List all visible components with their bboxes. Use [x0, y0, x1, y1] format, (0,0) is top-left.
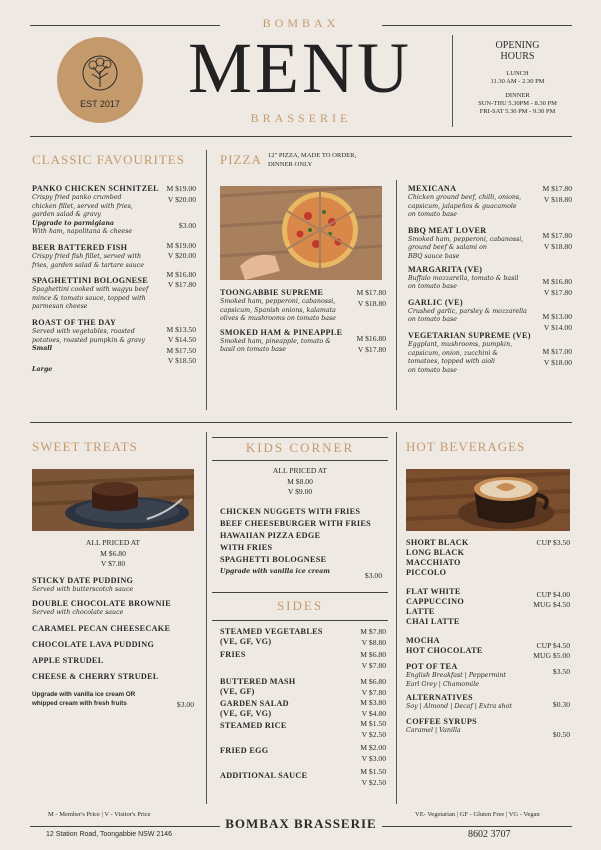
brownie-desc: Served with chocolate sauce — [32, 608, 124, 616]
toongabbie-desc: capsicum, Spanish onions, kalamata — [220, 306, 336, 314]
price: $3.50 — [552, 666, 570, 676]
syrups-name: COFFEE SYRUPS — [406, 716, 477, 726]
schnitzel-upgrade-desc: With ham, napolitana & cheese — [32, 228, 133, 236]
steamed-veg-tags: (VE, GF, VG) — [220, 637, 272, 646]
dessert-image — [32, 469, 194, 531]
salad-tags: (VE, GF, VG) — [220, 709, 272, 718]
nuggets-name: CHICKEN NUGGETS WITH FRIES — [220, 507, 361, 516]
mexicana-desc: capsicum, jalapeños & guacamole — [408, 202, 517, 210]
pizza-subtitle-2: DINNER ONLY — [268, 161, 313, 168]
mash-tags: (VE, GF) — [220, 687, 255, 696]
price: M $13.50 — [166, 324, 196, 334]
veg-supreme-desc: capsicum, onion, zucchini & — [408, 349, 498, 357]
roast-name: ROAST OF THE DAY — [32, 317, 117, 327]
roast-desc: Served with vegetables, roasted — [32, 327, 135, 335]
tea-name: POT OF TEA — [406, 662, 458, 671]
price: V $3.00 — [361, 753, 386, 763]
margarita-desc: on tomato base — [408, 283, 457, 291]
roast-desc: potatoes, roasted pumpkin & gravy — [32, 336, 145, 344]
kids-rule-top — [212, 437, 388, 438]
long-black-name: LONG BLACK — [406, 548, 465, 557]
pizza-icon — [220, 186, 382, 280]
lava-pudding-name: CHOCOLATE LAVA PUDDING — [32, 640, 155, 650]
fish-desc: Crispy fried fish fillet, served with — [32, 252, 142, 260]
hot-chocolate-name: HOT CHOCOLATE — [406, 646, 483, 655]
flat-white-name: FLAT WHITE — [406, 587, 461, 596]
price: CUP $4.50 — [536, 640, 570, 650]
mocha-name: MOCHA — [406, 636, 440, 645]
header-rule-right — [382, 25, 572, 26]
sticky-date-name: STICKY DATE PUDDING — [32, 576, 134, 585]
syrups-desc: Caramel | Vanilla — [406, 726, 461, 734]
kids-priced — [212, 466, 388, 498]
rice-name: STEAMED RICE — [220, 721, 287, 730]
price: V $18.80 — [543, 194, 572, 204]
price: $3.00 — [176, 700, 194, 709]
alternatives-name: ALTERNATIVES — [406, 693, 473, 703]
sweet-all-priced: ALL PRICED AT — [85, 538, 141, 547]
spaghetti-desc: Spaghettini cooked with wagyu beef — [32, 286, 149, 294]
dinner-label: DINNER — [505, 92, 530, 99]
price: M $17.80 — [542, 231, 572, 240]
price: V $2.50 — [361, 729, 386, 739]
price: V $9.00 — [287, 487, 313, 496]
column-divider — [206, 150, 207, 410]
header-bottom-rule — [30, 136, 572, 137]
sweet-upgrade: Upgrade with vanilla ice cream OR — [32, 691, 136, 699]
mexicana-name: MEXICANA — [408, 184, 457, 193]
spaghetti-name: SPAGHETTINI BOLOGNESE — [32, 276, 149, 286]
schnitzel-upgrade: Upgrade to parmigiana — [32, 219, 114, 227]
latte-name: LATTE — [406, 607, 435, 616]
price: $3.00 — [178, 221, 196, 230]
price: $0.50 — [552, 729, 570, 739]
footer-brand: BOMBAX BRASSERIE — [225, 816, 377, 831]
legend-right: VE- Vegetarian | GF - Gluten Free | VG - Vegan — [415, 811, 540, 818]
sweet-priced — [32, 538, 194, 570]
sweet-upgrade: whipped cream with fresh fruits — [32, 699, 127, 707]
price: M $16.80 — [542, 277, 572, 286]
cheeseburger-name: BEEF CHEESEBURGER WITH FRIES — [220, 519, 372, 528]
toongabbie-desc: Smoked ham, pepperoni, cabanossi, — [220, 298, 336, 305]
steamed-veg-name: STEAMED VEGETABLES — [220, 627, 323, 636]
macchiato-name: MACCHIATO — [406, 558, 461, 567]
price: M $6.80 — [360, 650, 386, 659]
tea-desc: Earl Grey | Chamomile — [406, 680, 479, 688]
legend-left: M - Member's Price | V - Visitor's Price — [48, 811, 151, 818]
page-title: MENU — [188, 28, 412, 108]
bbq-desc: Smoked ham, pepperoni, cabanossi, — [408, 235, 524, 243]
hours-block — [470, 40, 565, 116]
header-rule-left — [30, 25, 220, 26]
sweet-title: SWEET TREATS — [32, 439, 138, 454]
price: MUG $5.00 — [533, 651, 570, 660]
bbq-name: BBQ MEAT LOVER — [408, 225, 487, 235]
mexicana-desc: on tomato base — [408, 211, 457, 219]
price: M $1.50 — [360, 767, 386, 776]
footer-rule-left — [30, 826, 220, 827]
margarita-name: MARGARITA (VE) — [408, 264, 483, 274]
roast-small: Small — [32, 345, 53, 353]
egg-name: FRIED EGG — [220, 746, 269, 755]
hot-prices — [516, 538, 570, 740]
kids-title: KIDS CORNER — [245, 440, 355, 455]
veg-supreme-desc: tomatoes, topped with aioli — [408, 358, 496, 366]
price: V $17.80 — [167, 280, 196, 289]
logo-text: EST 2017 — [80, 99, 120, 109]
price: M $17.00 — [542, 347, 572, 356]
ham-desc: Smoked ham, pineapple, tomato & — [220, 337, 331, 345]
cherry-strudel-name: CHEESE & CHERRY STRUDEL — [32, 672, 159, 682]
price: M $16.80 — [166, 269, 196, 279]
price: M $19.00 — [166, 240, 196, 250]
sides-prices — [340, 627, 386, 788]
mexicana-desc: Chicken ground beef, chilli, onions, — [408, 194, 522, 201]
price: V $17.80 — [357, 344, 386, 354]
fish-name: BEER BATTERED FISH — [32, 242, 128, 252]
apple-strudel-name: APPLE STRUDEL — [32, 656, 104, 666]
price: V $7.80 — [100, 559, 126, 568]
sides-rule-bottom — [212, 620, 388, 621]
toongabbie-desc: olives & mushrooms on tomato base — [220, 315, 337, 323]
schnitzel-name: PANKO CHICKEN SCHNITZEL — [32, 184, 159, 193]
hours-divider — [452, 35, 453, 127]
piccolo-name: PICCOLO — [406, 568, 447, 577]
kids-upgrade: Upgrade with vanilla ice cream — [220, 568, 330, 575]
veg-supreme-desc: on tomato base — [408, 366, 457, 374]
mid-rule — [30, 422, 572, 423]
lunch-label: LUNCH — [506, 70, 529, 77]
footer-phone: 8602 3707 — [468, 829, 511, 840]
price: M $17.80 — [542, 184, 572, 193]
logo — [57, 37, 143, 123]
schnitzel-desc: garden salad & gravy — [32, 211, 101, 219]
kids-all-priced: ALL PRICED AT — [272, 466, 328, 475]
lunch-time: 11.30 AM - 2.30 PM — [490, 78, 545, 85]
dinner-time-2: FRI-SAT 5.30 PM - 9.30 PM — [479, 108, 556, 115]
cappuccino-name: CAPPUCCINO — [406, 597, 465, 606]
price: MUG $4.50 — [533, 600, 570, 609]
price: V $17.80 — [543, 287, 572, 297]
alternatives-desc: Soy | Almond | Decaf | Extra shot — [406, 703, 512, 711]
toongabbie-name: TOONGABBIE SUPREME — [220, 288, 324, 297]
price: M $3.80 — [360, 698, 386, 707]
price: CUP $3.50 — [536, 538, 570, 547]
brownie-name: DOUBLE CHOCOLATE BROWNIE — [32, 598, 171, 608]
kids-spaghetti-name: SPAGHETTI BOLOGNESE — [220, 555, 327, 564]
bbq-desc: ground beef & salami on — [408, 244, 487, 252]
sweet-list — [32, 576, 207, 708]
veg-supreme-name: VEGETARIAN SUPREME (VE) — [408, 330, 531, 340]
price: M $7.80 — [360, 627, 386, 636]
tree-icon — [57, 37, 143, 123]
price: V $18.50 — [167, 356, 196, 365]
price: V $14.00 — [543, 322, 572, 332]
salad-name: GARDEN SALAD — [220, 699, 289, 708]
footer-rule-right — [382, 826, 572, 827]
coffee-image — [406, 469, 570, 531]
price: V $20.00 — [167, 194, 196, 204]
fries-name: FRIES — [220, 650, 246, 659]
cheesecake-name: CARAMEL PECAN CHEESECAKE — [32, 624, 171, 634]
short-black-name: SHORT BLACK — [406, 538, 469, 547]
sides-title: SIDES — [276, 598, 324, 613]
margarita-desc: Buffalo mozzarella, tomato & basil — [408, 274, 519, 282]
footer-address: 12 Station Road, Toongabbie NSW 2146 — [46, 831, 172, 838]
price: V $20.00 — [167, 251, 196, 260]
hot-list — [406, 538, 526, 735]
hours-title-1: OPENING — [495, 40, 540, 51]
sides-list — [220, 627, 350, 781]
tea-desc: English Breakfast | Peppermint — [406, 672, 506, 679]
schnitzel-desc: chicken fillet, served with fries, — [32, 202, 133, 210]
price: V $7.80 — [361, 660, 386, 670]
hawaiian-name: WITH FRIES — [220, 543, 273, 552]
kids-list — [220, 506, 388, 577]
kids-rule-bottom — [212, 460, 388, 461]
veg-supreme-desc: Eggplant, mushrooms, pumpkin, — [408, 340, 513, 348]
ham-desc: basil on tomato base — [220, 346, 287, 354]
price: CUP $4.00 — [536, 589, 570, 599]
price: V $4.80 — [361, 708, 386, 718]
dinner-time-1: SUN-THU 5.30PM - 8.30 PM — [478, 100, 557, 107]
price: V $2.50 — [361, 777, 386, 787]
price: M $1.50 — [360, 719, 386, 728]
pizza-title: PIZZA — [220, 152, 262, 167]
classic-title: CLASSIC FAVOURITES — [32, 152, 185, 167]
price: M $6.80 — [100, 548, 126, 558]
price: M $6.80 — [360, 677, 386, 686]
price: M $16.80 — [356, 334, 386, 343]
fish-desc: fries, garden salad & tartare sauce — [32, 261, 144, 269]
price: M $2.00 — [360, 743, 386, 752]
price: M $19.00 — [166, 184, 196, 193]
sides-rule-top — [212, 592, 388, 593]
brand-top: BOMBAX — [262, 16, 340, 30]
price: M $8.00 — [287, 476, 313, 486]
garlic-desc: Crushed garlic, parsley & mozzarella — [408, 307, 527, 315]
garlic-name: GARLIC (VE) — [408, 297, 463, 307]
spaghetti-desc: parmesan cheese — [32, 303, 88, 311]
spaghetti-desc: mince & tomato sauce, topped with — [32, 294, 146, 302]
garlic-desc: on tomato base — [408, 316, 457, 324]
price: $0.30 — [552, 700, 570, 709]
column-divider — [396, 180, 397, 410]
pizza-prices-left — [340, 288, 386, 355]
price: M $17.50 — [166, 345, 196, 355]
pizza-subtitle-1: 12" PIZZA, MADE TO ORDER, — [268, 152, 357, 159]
pizza-prices-right — [526, 184, 572, 368]
schnitzel-desc: Crispy fried panko crumbed — [32, 194, 122, 201]
price: V $18.80 — [543, 241, 572, 251]
mash-name: BUTTERED MASH — [220, 677, 296, 686]
hawaiian-name: HAWAIIAN PIZZA EDGE — [220, 531, 321, 540]
pizza-image — [220, 186, 382, 280]
column-divider — [206, 432, 207, 804]
price: V $14.50 — [167, 335, 196, 344]
hot-title: HOT BEVERAGES — [406, 439, 526, 454]
price: V $18.00 — [543, 357, 572, 367]
coffee-cup-icon — [406, 469, 570, 531]
hours-title-2: HOURS — [500, 51, 535, 62]
price: V $18.80 — [357, 298, 386, 308]
price: M $17.80 — [356, 288, 386, 297]
price: M $13.00 — [542, 312, 572, 321]
bbq-desc: BBQ sauce base — [408, 252, 460, 260]
price: $3.00 — [364, 571, 382, 580]
brand-bottom: BRASSERIE — [250, 111, 352, 125]
price: V $8.80 — [361, 637, 386, 647]
sticky-date-desc: Served with butterscotch sauce — [32, 586, 134, 593]
chai-latte-name: CHAI LATTE — [406, 617, 460, 626]
cake-icon — [32, 469, 194, 531]
ham-name: SMOKED HAM & PINEAPPLE — [220, 327, 343, 337]
column-divider — [396, 432, 397, 804]
price: V $7.80 — [361, 687, 386, 697]
pizza-subtitle — [268, 151, 356, 169]
sauce-name: ADDITIONAL SAUCE — [220, 771, 308, 780]
roast-large: Large — [32, 365, 53, 373]
classic-prices — [150, 184, 196, 367]
